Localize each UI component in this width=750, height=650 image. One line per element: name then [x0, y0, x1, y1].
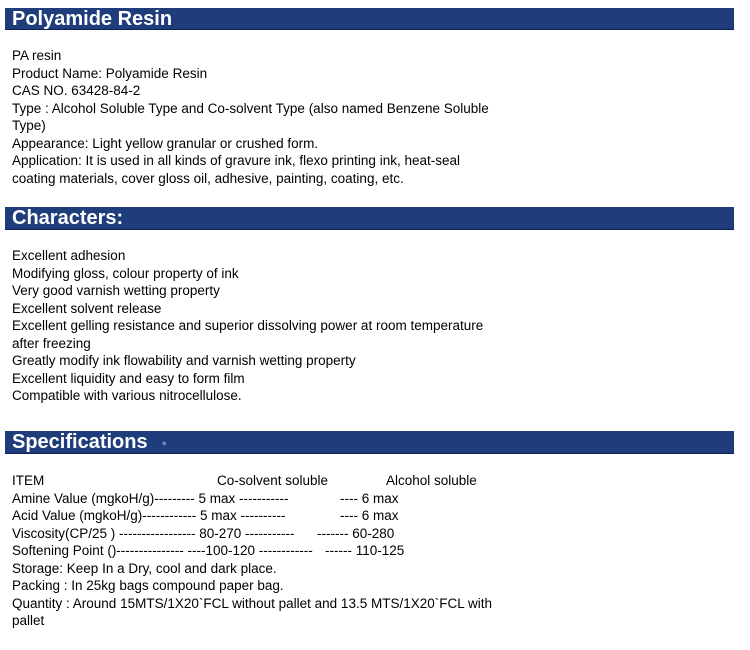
- col-header-co-solvent: Co-solvent soluble: [217, 473, 329, 488]
- storage-line: Storage: Keep In a Dry, cool and dark place.: [12, 560, 277, 576]
- quantity-line: Quantity : Around 15MTS/1X20`FCL without pallet and 13.5 MTS/1X20`FCL with: [12, 595, 492, 611]
- character-line: Excellent liquidity and easy to form film: [12, 370, 245, 386]
- section-header-polyamide-resin: [5, 8, 734, 30]
- spec-row: [12, 507, 492, 525]
- product-info-block: [12, 47, 489, 187]
- section-title: Specifications: [12, 431, 148, 453]
- character-line: Excellent solvent release: [12, 300, 162, 316]
- character-line: Modifying gloss, colour property of ink: [12, 265, 239, 281]
- quantity-line-cont: pallet: [12, 613, 45, 628]
- spec-row-right: ------ 110-125: [325, 543, 405, 558]
- section-header-characters: [5, 207, 734, 230]
- info-line: PA resin: [12, 48, 62, 63]
- col-header-item: ITEM: [12, 473, 45, 488]
- spec-header-row: [12, 472, 492, 490]
- col-header-alcohol: Alcohol soluble: [386, 473, 477, 488]
- character-line: Greatly modify ink flowability and varnish wetting property: [12, 353, 356, 368]
- character-line: Excellent gelling resistance and superior dissolving power at room temperature: [12, 318, 484, 333]
- info-line: Type): [12, 118, 46, 133]
- specifications-block: [12, 472, 492, 630]
- spec-row-left: Acid Value (mgkoH/g)------------ 5 max ----------: [12, 508, 286, 523]
- section-title: Polyamide Resin: [12, 8, 173, 30]
- section-header-specifications: [5, 431, 734, 454]
- spec-row-left: Amine Value (mgkoH/g)--------- 5 max -----------: [12, 490, 289, 506]
- info-line: coating materials, cover gloss oil, adhesive, painting, coating, etc.: [12, 170, 404, 186]
- character-line: after freezing: [12, 335, 91, 351]
- info-line: CAS NO. 63428-84-2: [12, 83, 141, 98]
- info-line: Type : Alcohol Soluble Type and Co-solvent Type (also named Benzene Soluble: [12, 100, 489, 116]
- spec-row-right: ------- 60-280: [317, 525, 395, 541]
- spec-row-right: ---- 6 max: [340, 490, 399, 506]
- character-line: Excellent adhesion: [12, 248, 126, 263]
- character-line: Compatible with various nitrocellulose.: [12, 388, 242, 403]
- spec-row-right: ---- 6 max: [340, 508, 399, 523]
- characters-block: [12, 247, 483, 405]
- dot-icon: ●: [161, 437, 168, 448]
- character-line: Very good varnish wetting property: [12, 283, 220, 298]
- spec-row: [12, 525, 492, 543]
- info-line: Product Name: Polyamide Resin: [12, 65, 208, 81]
- section-title: Characters:: [12, 207, 124, 229]
- packing-line: Packing : In 25kg bags compound paper bag.: [12, 578, 284, 593]
- spec-row-left: Softening Point ()--------------- ----100-120 ------------: [12, 543, 313, 558]
- spec-row: [12, 542, 492, 560]
- info-line: Application: It is used in all kinds of gravure ink, flexo printing ink, heat-seal: [12, 153, 460, 168]
- spec-row: [12, 490, 492, 508]
- spec-row-left: Viscosity(CP/25 ) ----------------- 80-270 -----------: [12, 525, 295, 541]
- info-line: Appearance: Light yellow granular or crushed form.: [12, 135, 319, 151]
